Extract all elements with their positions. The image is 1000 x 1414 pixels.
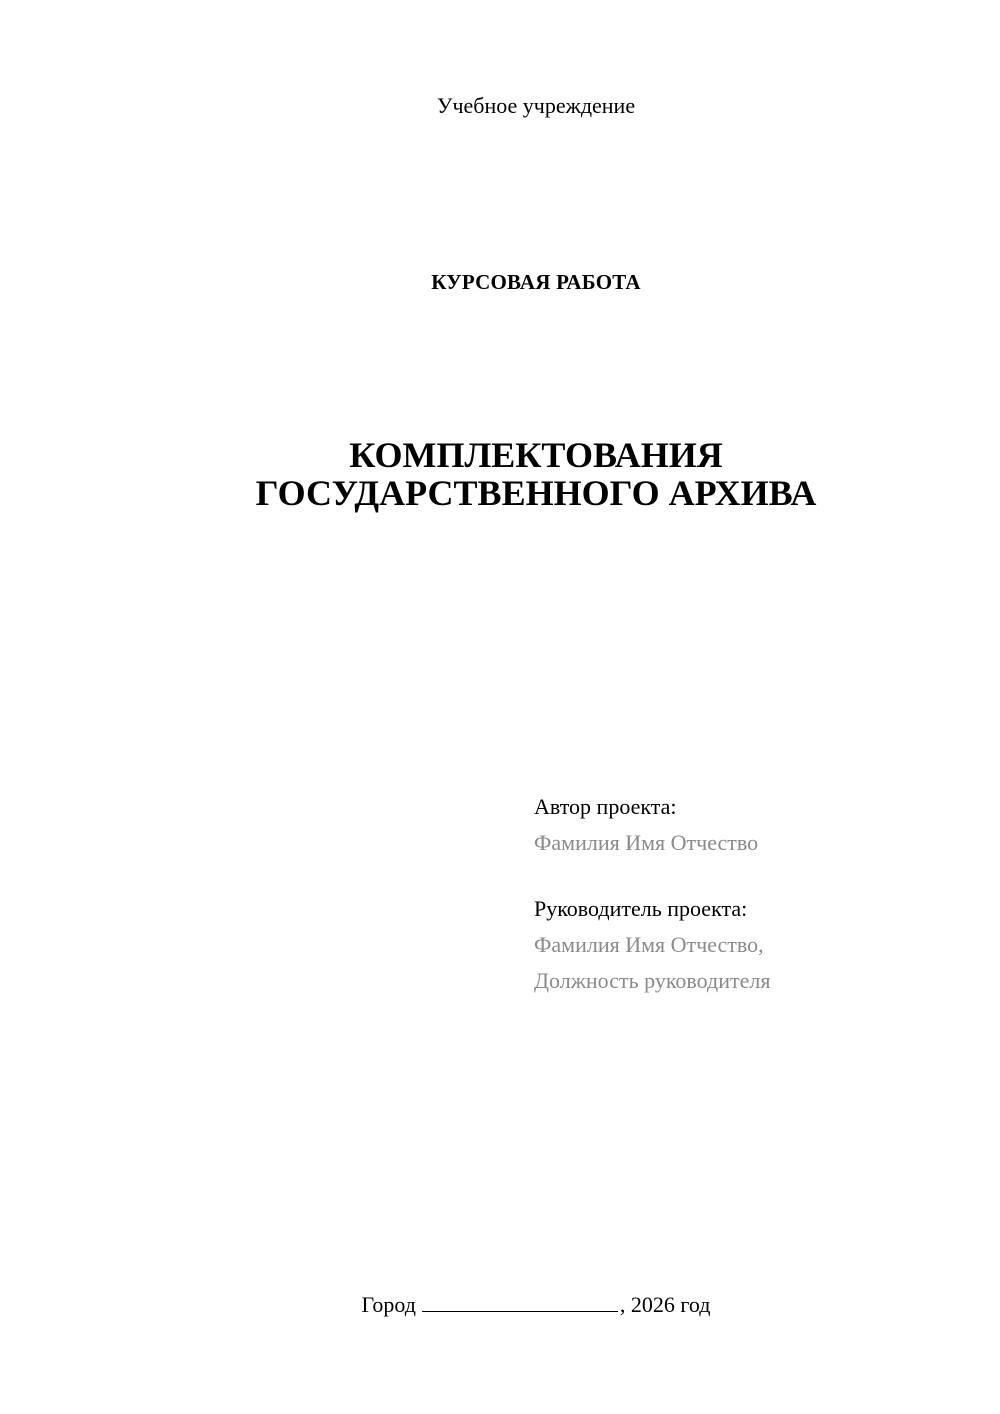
author-name: Фамилия Имя Отчество	[534, 830, 759, 855]
document-type: КУРСОВАЯ РАБОТА	[431, 270, 641, 294]
city-blank-line	[422, 1291, 618, 1312]
supervisor-position: Должность руководителя	[534, 968, 771, 993]
institution-name: Учебное учреждение	[436, 93, 636, 118]
supervisor-name: Фамилия Имя Отчество,	[534, 932, 764, 957]
credits-block	[534, 789, 974, 999]
document-title-line-1: КОМПЛЕКТОВАНИЯ	[349, 435, 723, 475]
document-title-line-2: ГОСУДАРСТВЕННОГО АРХИВА	[255, 473, 817, 513]
city-label: Город	[361, 1292, 416, 1317]
footer-city-year	[0, 1290, 1000, 1320]
document-title	[0, 436, 1000, 512]
supervisor-label: Руководитель проекта:	[534, 896, 748, 921]
author-label: Автор проекта:	[534, 794, 677, 819]
credits-spacer	[534, 861, 974, 891]
year-text: , 2026 год	[619, 1292, 711, 1317]
